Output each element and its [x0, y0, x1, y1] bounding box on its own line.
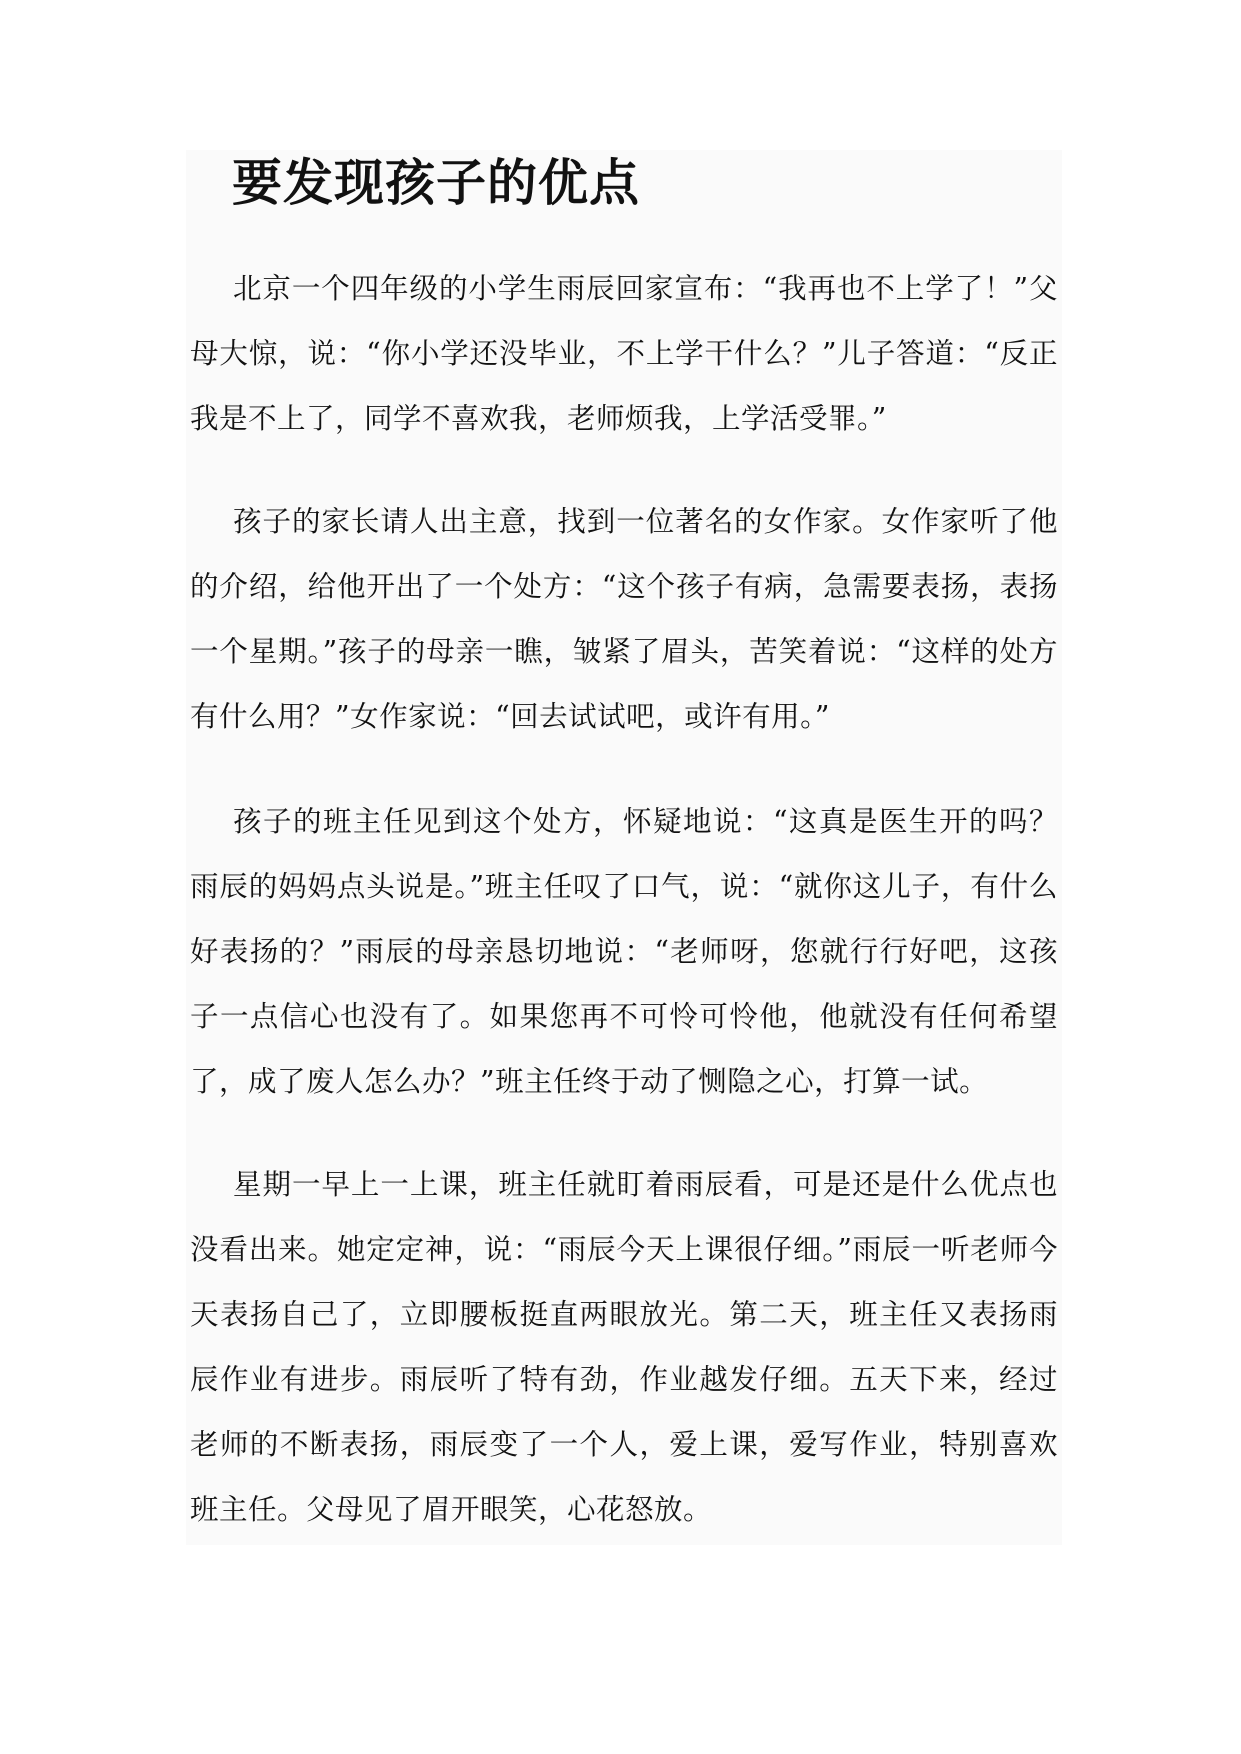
document-title: 要发现孩子的优点	[232, 153, 640, 212]
paragraph-2: 孩子的家长请人出主意，找到一位著名的女作家。女作家听了他的介绍，给他开出了一个处方：“这个孩子有病，急需要表扬，表扬一个星期。”孩子的母亲一瞧，皱紧了眉头，苦笑着说：“这样的处方有什么用？”女作家说：“回去试试吧，或许有用。”	[190, 505, 1058, 733]
paragraph-1: 北京一个四年级的小学生雨辰回家宣布：“我再也不上学了！”父母大惊，说：“你小学还没毕业，不上学干什么？”儿子答道：“反正我是不上了，同学不喜欢我，老师烦我，上学活受罪。”	[190, 272, 1058, 435]
paragraph-3: 孩子的班主任见到这个处方，怀疑地说：“这真是医生开的吗？雨辰的妈妈点头说是。”班主任叹了口气，说：“就你这儿子，有什么好表扬的？”雨辰的母亲恳切地说：“老师呀，您就行行好吧，这孩子一点信心也没有了。如果您再不可怜可怜他，他就没有任何希望了，成了废人怎么办？”班主任终于动了恻隐之心，打算一试。	[190, 805, 1058, 1098]
paragraph-4: 星期一早上一上课，班主任就盯着雨辰看，可是还是什么优点也没看出来。她定定神，说：“雨辰今天上课很仔细。”雨辰一听老师今天表扬自己了，立即腰板挺直两眼放光。第二天，班主任又表扬雨辰作业有进步。雨辰听了特有劲，作业越发仔细。五天下来，经过老师的不断表扬，雨辰变了一个人，爱上课，爱写作业，特别喜欢班主任。父母见了眉开眼笑，心花怒放。	[190, 1168, 1058, 1526]
